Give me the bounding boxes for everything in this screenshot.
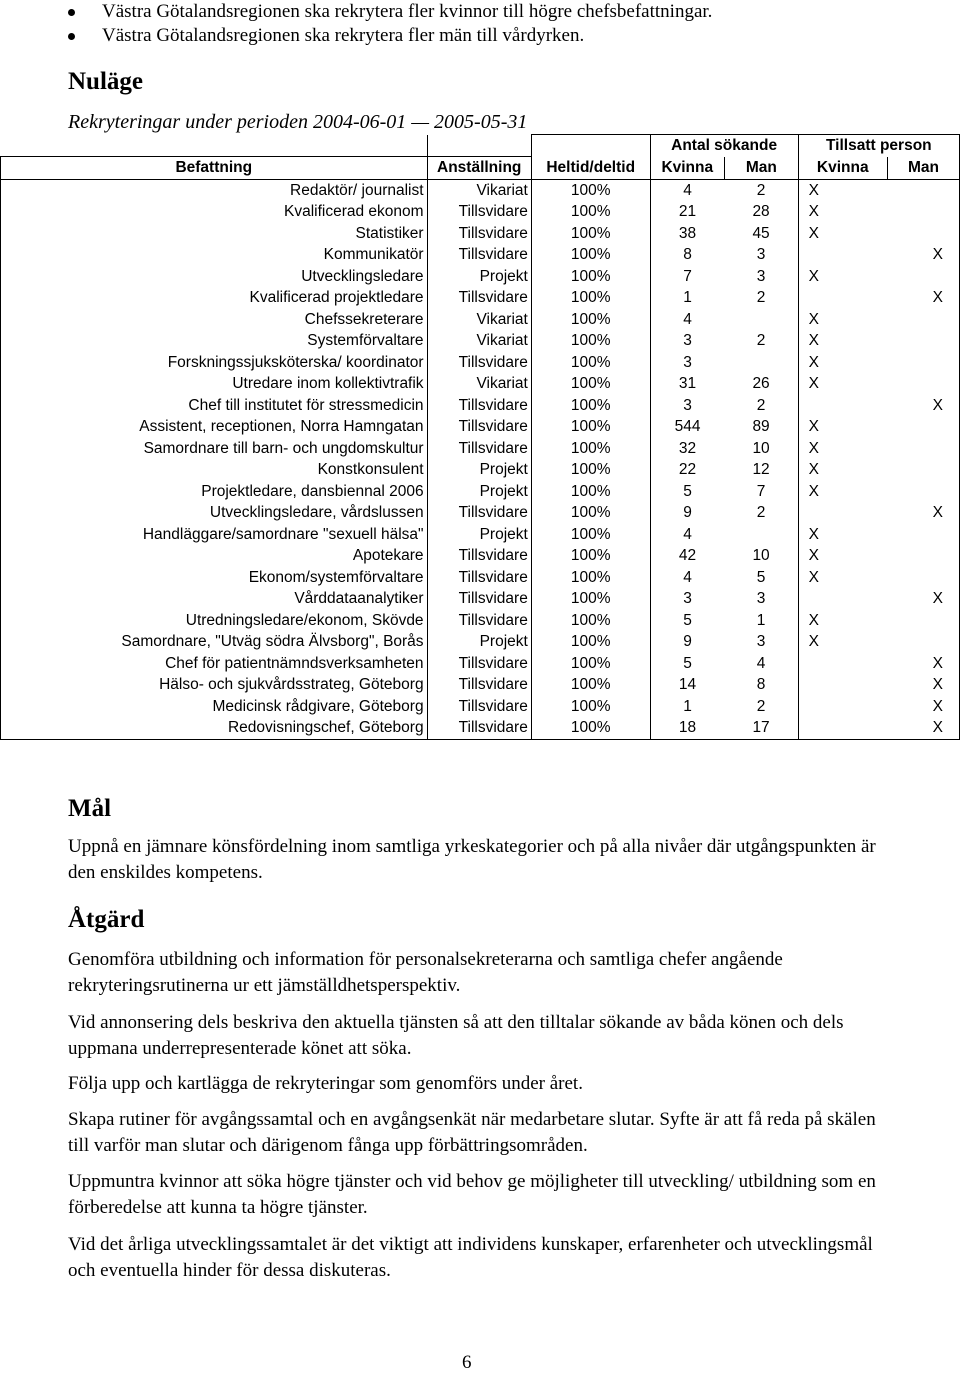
cell-sokande-kvinna: 32 — [678, 439, 697, 457]
cell-tillsatt-man: X — [887, 696, 959, 718]
cell-tillsatt-kvinna: X — [808, 203, 819, 221]
cell-befattning: Vårddataanalytiker — [1, 588, 428, 610]
cell-tillsatt-man — [887, 567, 959, 589]
cell-anstallning: Tillsvidare — [427, 610, 531, 632]
cell-sokande-man: 8 — [724, 674, 798, 696]
cell-sokande-man: 2 — [724, 330, 798, 352]
cell-tillsatt-man: X — [887, 287, 959, 309]
bullet-item: Västra Götalandsregionen ska rekrytera fler kvinnor till högre chefsbefattningar. — [60, 0, 712, 24]
cell-anstallning: Projekt — [427, 631, 531, 653]
cell-heltid-deltid: 100% — [531, 309, 650, 331]
cell-anstallning: Tillsvidare — [427, 674, 531, 696]
cell-befattning: Chef för patientnämndsverksamheten — [1, 653, 428, 675]
table-row — [1, 696, 960, 718]
cell-sokande-man: 1 — [724, 610, 798, 632]
cell-sokande-man: 7 — [724, 481, 798, 503]
cell-sokande-man: 26 — [724, 373, 798, 395]
cell-anstallning: Tillsvidare — [427, 502, 531, 524]
period-subtitle: Rekryteringar under perioden 2004-06-01 — 2005-05-31 — [68, 111, 528, 133]
cell-heltid-deltid: 100% — [531, 717, 650, 739]
cell-sokande-man: 3 — [724, 266, 798, 288]
cell-befattning: Systemförvaltare — [1, 330, 428, 352]
cell-befattning: Kvalificerad ekonom — [1, 201, 428, 223]
cell-tillsatt-kvinna — [798, 502, 887, 524]
cell-tillsatt-man: X — [887, 674, 959, 696]
cell-anstallning: Tillsvidare — [427, 395, 531, 417]
cell-sokande-kvinna: 8 — [683, 246, 692, 264]
atgard-paragraph: Vid annonsering dels beskriva den aktuella tjänsten så att den tilltalar sökande av båda könen och dels uppmana underrepresenterade könet att söka. — [68, 1012, 844, 1059]
cell-tillsatt-man — [887, 309, 959, 331]
cell-tillsatt-man — [887, 179, 959, 201]
cell-tillsatt-kvinna — [798, 395, 887, 417]
cell-heltid-deltid: 100% — [531, 588, 650, 610]
cell-sokande-man — [724, 524, 798, 546]
cell-sokande-kvinna: 3 — [683, 353, 692, 371]
cell-sokande-kvinna: 4 — [683, 181, 692, 199]
cell-sokande-man: 12 — [724, 459, 798, 481]
cell-tillsatt-man — [887, 524, 959, 546]
column-header-sokande-man: Man — [724, 157, 798, 180]
cell-befattning: Handläggare/samordnare "sexuell hälsa" — [1, 524, 428, 546]
cell-befattning: Konstkonsulent — [1, 459, 428, 481]
cell-tillsatt-kvinna: X — [808, 310, 819, 328]
cell-anstallning: Tillsvidare — [427, 223, 531, 245]
group-header-tillsatt-person: Tillsatt person — [798, 135, 959, 157]
cell-befattning: Utvecklingsledare — [1, 266, 428, 288]
cell-anstallning: Vikariat — [427, 309, 531, 331]
cell-tillsatt-man — [887, 481, 959, 503]
cell-sokande-man: 28 — [724, 201, 798, 223]
cell-tillsatt-man — [887, 266, 959, 288]
cell-anstallning: Vikariat — [427, 373, 531, 395]
cell-anstallning: Tillsvidare — [427, 567, 531, 589]
table-row — [1, 653, 960, 675]
cell-tillsatt-man — [887, 223, 959, 245]
empty-header-cell — [531, 135, 650, 157]
cell-sokande-kvinna: 42 — [678, 547, 697, 565]
cell-sokande-kvinna: 1 — [683, 289, 692, 307]
cell-befattning: Kvalificerad projektledare — [1, 287, 428, 309]
cell-sokande-kvinna: 4 — [683, 310, 692, 328]
cell-tillsatt-kvinna: X — [808, 375, 819, 393]
table-row — [1, 287, 960, 309]
cell-tillsatt-man — [887, 438, 959, 460]
cell-tillsatt-man: X — [887, 502, 959, 524]
cell-sokande-kvinna: 5 — [683, 482, 692, 500]
cell-befattning: Utredningsledare/ekonom, Skövde — [1, 610, 428, 632]
cell-heltid-deltid: 100% — [531, 631, 650, 653]
empty-header-cell — [1, 135, 428, 157]
cell-tillsatt-kvinna — [798, 674, 887, 696]
cell-heltid-deltid: 100% — [531, 223, 650, 245]
cell-anstallning: Vikariat — [427, 330, 531, 352]
cell-tillsatt-kvinna — [798, 244, 887, 266]
cell-sokande-kvinna: 4 — [683, 525, 692, 543]
cell-sokande-man: 3 — [724, 588, 798, 610]
cell-tillsatt-kvinna — [798, 717, 887, 739]
table-row — [1, 416, 960, 438]
cell-befattning: Samordnare till barn- och ungdomskultur — [1, 438, 428, 460]
cell-anstallning: Projekt — [427, 481, 531, 503]
cell-sokande-kvinna: 5 — [683, 654, 692, 672]
cell-anstallning: Tillsvidare — [427, 545, 531, 567]
cell-befattning: Chefssekreterare — [1, 309, 428, 331]
cell-heltid-deltid: 100% — [531, 416, 650, 438]
column-header-tillsatt-kvinna: Kvinna — [798, 157, 887, 180]
atgard-paragraph: Vid det årliga utvecklingssamtalet är det viktigt att individens kunskaper, erfarenheter och utvecklingsmål och eventuella hinder för dessa diskuteras. — [68, 1234, 873, 1281]
cell-befattning: Chef till institutet för stressmedicin — [1, 395, 428, 417]
cell-tillsatt-kvinna: X — [808, 181, 819, 199]
cell-sokande-kvinna: 1 — [683, 697, 692, 715]
cell-tillsatt-man — [887, 373, 959, 395]
cell-heltid-deltid: 100% — [531, 524, 650, 546]
cell-tillsatt-kvinna — [798, 696, 887, 718]
cell-heltid-deltid: 100% — [531, 481, 650, 503]
cell-sokande-kvinna: 22 — [678, 461, 697, 479]
cell-befattning: Redaktör/ journalist — [1, 179, 428, 201]
column-header-befattning: Befattning — [1, 157, 428, 180]
cell-tillsatt-kvinna: X — [808, 633, 819, 651]
cell-tillsatt-man: X — [887, 588, 959, 610]
cell-tillsatt-man — [887, 330, 959, 352]
cell-befattning: Redovisningschef, Göteborg — [1, 717, 428, 739]
table-row — [1, 717, 960, 739]
cell-heltid-deltid: 100% — [531, 287, 650, 309]
cell-anstallning: Projekt — [427, 459, 531, 481]
cell-befattning: Forskningssjuksköterska/ koordinator — [1, 352, 428, 374]
cell-sokande-kvinna: 3 — [683, 396, 692, 414]
atgard-paragraph: Genomföra utbildning och information för personalsekreterarna och samtliga chefer angående rekryteringsrutinerna ur ett jämställdhetsperspektiv. — [68, 949, 783, 996]
cell-tillsatt-man: X — [887, 395, 959, 417]
cell-sokande-man: 2 — [724, 696, 798, 718]
cell-sokande-man: 5 — [724, 567, 798, 589]
table-row — [1, 545, 960, 567]
atgard-paragraph: Skapa rutiner för avgångssamtal och en avgångsenkät när medarbetare slutar. Syfte är att få reda på skälen till varför man slutar och därigenom fånga upp förbättringsområden. — [68, 1109, 876, 1156]
cell-sokande-kvinna: 31 — [678, 375, 697, 393]
cell-tillsatt-man — [887, 352, 959, 374]
cell-sokande-man — [724, 309, 798, 331]
cell-tillsatt-kvinna: X — [808, 439, 819, 457]
cell-sokande-kvinna: 3 — [683, 590, 692, 608]
cell-befattning: Kommunikatör — [1, 244, 428, 266]
cell-sokande-kvinna: 38 — [678, 224, 697, 242]
mal-heading: Mål — [68, 795, 112, 822]
cell-tillsatt-kvinna — [798, 588, 887, 610]
cell-anstallning: Projekt — [427, 524, 531, 546]
cell-sokande-man: 17 — [724, 717, 798, 739]
cell-sokande-man — [724, 352, 798, 374]
cell-befattning: Ekonom/systemförvaltare — [1, 567, 428, 589]
table-row — [1, 352, 960, 374]
cell-tillsatt-kvinna: X — [808, 611, 819, 629]
cell-tillsatt-man: X — [887, 653, 959, 675]
cell-befattning: Statistiker — [1, 223, 428, 245]
cell-sokande-kvinna: 3 — [683, 332, 692, 350]
table-row — [1, 179, 960, 201]
table-row — [1, 330, 960, 352]
cell-befattning: Apotekare — [1, 545, 428, 567]
cell-sokande-man: 10 — [724, 545, 798, 567]
cell-heltid-deltid: 100% — [531, 502, 650, 524]
cell-anstallning: Tillsvidare — [427, 416, 531, 438]
cell-heltid-deltid: 100% — [531, 179, 650, 201]
page-number: 6 — [462, 1352, 472, 1373]
table-body — [1, 179, 960, 739]
cell-heltid-deltid: 100% — [531, 244, 650, 266]
cell-anstallning: Projekt — [427, 266, 531, 288]
cell-tillsatt-man — [887, 201, 959, 223]
cell-sokande-kvinna: 9 — [683, 633, 692, 651]
cell-sokande-kvinna: 7 — [683, 267, 692, 285]
cell-heltid-deltid: 100% — [531, 438, 650, 460]
cell-befattning: Utvecklingsledare, vårdslussen — [1, 502, 428, 524]
cell-tillsatt-kvinna: X — [808, 224, 819, 242]
table-row — [1, 459, 960, 481]
cell-tillsatt-man: X — [887, 244, 959, 266]
cell-heltid-deltid: 100% — [531, 201, 650, 223]
cell-heltid-deltid: 100% — [531, 395, 650, 417]
cell-heltid-deltid: 100% — [531, 373, 650, 395]
table-row — [1, 395, 960, 417]
cell-sokande-kvinna: 544 — [674, 418, 701, 436]
cell-befattning: Projektledare, dansbiennal 2006 — [1, 481, 428, 503]
cell-anstallning: Vikariat — [427, 179, 531, 201]
cell-tillsatt-kvinna — [798, 653, 887, 675]
nulage-heading: Nuläge — [68, 68, 143, 95]
cell-sokande-man: 2 — [724, 179, 798, 201]
cell-tillsatt-man — [887, 416, 959, 438]
table-row — [1, 481, 960, 503]
cell-tillsatt-kvinna: X — [808, 568, 819, 586]
cell-heltid-deltid: 100% — [531, 352, 650, 374]
cell-anstallning: Tillsvidare — [427, 438, 531, 460]
table-row — [1, 438, 960, 460]
cell-anstallning: Tillsvidare — [427, 287, 531, 309]
mal-text: Uppnå en jämnare könsfördelning inom samtliga yrkeskategorier och på alla nivåer där utgångspunkten är den enskildes kompetens. — [68, 836, 876, 883]
cell-tillsatt-man — [887, 610, 959, 632]
group-header-antal-sokande: Antal sökande — [650, 135, 798, 157]
cell-sokande-man: 3 — [724, 631, 798, 653]
cell-tillsatt-kvinna: X — [808, 482, 819, 500]
empty-header-cell — [427, 135, 531, 157]
cell-befattning: Medicinsk rådgivare, Göteborg — [1, 696, 428, 718]
cell-tillsatt-man — [887, 459, 959, 481]
cell-anstallning: Tillsvidare — [427, 696, 531, 718]
cell-sokande-kvinna: 21 — [678, 203, 697, 221]
cell-heltid-deltid: 100% — [531, 696, 650, 718]
table-row — [1, 244, 960, 266]
cell-anstallning: Tillsvidare — [427, 717, 531, 739]
cell-tillsatt-man: X — [887, 717, 959, 739]
column-header-heltid-deltid: Heltid/deltid — [531, 157, 650, 180]
table-row — [1, 674, 960, 696]
cell-sokande-man: 2 — [724, 287, 798, 309]
cell-tillsatt-man — [887, 545, 959, 567]
cell-tillsatt-kvinna — [798, 287, 887, 309]
table-row — [1, 309, 960, 331]
cell-sokande-man: 89 — [724, 416, 798, 438]
cell-tillsatt-man — [887, 631, 959, 653]
column-header-tillsatt-man: Man — [887, 157, 959, 180]
cell-sokande-man: 45 — [724, 223, 798, 245]
cell-tillsatt-kvinna: X — [808, 332, 819, 350]
recruitment-table — [0, 134, 960, 740]
cell-sokande-man: 2 — [724, 502, 798, 524]
cell-sokande-kvinna: 4 — [683, 568, 692, 586]
table-row — [1, 567, 960, 589]
cell-tillsatt-kvinna: X — [808, 461, 819, 479]
bullet-item: Västra Götalandsregionen ska rekrytera fler män till vårdyrken. — [60, 24, 712, 48]
cell-tillsatt-kvinna: X — [808, 353, 819, 371]
cell-sokande-kvinna: 18 — [650, 717, 724, 739]
table-row — [1, 610, 960, 632]
cell-sokande-man: 4 — [724, 653, 798, 675]
table-row — [1, 502, 960, 524]
table-row — [1, 373, 960, 395]
cell-anstallning: Tillsvidare — [427, 244, 531, 266]
cell-anstallning: Tillsvidare — [427, 201, 531, 223]
table-row — [1, 524, 960, 546]
cell-befattning: Samordnare, "Utväg södra Älvsborg", Borås — [1, 631, 428, 653]
cell-tillsatt-kvinna: X — [808, 547, 819, 565]
cell-heltid-deltid: 100% — [531, 545, 650, 567]
cell-sokande-kvinna: 5 — [683, 611, 692, 629]
cell-tillsatt-kvinna: X — [808, 525, 819, 543]
table-row — [1, 631, 960, 653]
cell-anstallning: Tillsvidare — [427, 653, 531, 675]
cell-sokande-kvinna: 9 — [683, 504, 692, 522]
column-header-row — [1, 157, 960, 180]
atgard-heading: Åtgärd — [68, 906, 145, 933]
cell-befattning: Assistent, receptionen, Norra Hamngatan — [1, 416, 428, 438]
cell-heltid-deltid: 100% — [531, 330, 650, 352]
cell-heltid-deltid: 100% — [531, 610, 650, 632]
cell-heltid-deltid: 100% — [531, 459, 650, 481]
cell-befattning: Hälso- och sjukvårdsstrateg, Göteborg — [1, 674, 428, 696]
cell-sokande-man: 3 — [724, 244, 798, 266]
atgard-paragraph: Följa upp och kartlägga de rekryteringar som genomförs under året. — [68, 1073, 583, 1094]
cell-sokande-kvinna: 14 — [678, 676, 697, 694]
column-header-anstallning: Anställning — [427, 157, 531, 180]
cell-tillsatt-kvinna: X — [808, 418, 819, 436]
table-row — [1, 223, 960, 245]
table-row — [1, 266, 960, 288]
cell-tillsatt-kvinna: X — [808, 267, 819, 285]
cell-heltid-deltid: 100% — [531, 567, 650, 589]
cell-anstallning: Tillsvidare — [427, 352, 531, 374]
atgard-paragraph: Uppmuntra kvinnor att söka högre tjänster och vid behov ge möjligheter till utveckling/ utbildning som en förberedelse att kunna ta högre tjänster. — [68, 1171, 876, 1218]
cell-heltid-deltid: 100% — [531, 674, 650, 696]
column-header-sokande-kvinna: Kvinna — [650, 157, 724, 180]
cell-heltid-deltid: 100% — [531, 266, 650, 288]
cell-sokande-man: 2 — [724, 395, 798, 417]
table-row — [1, 588, 960, 610]
cell-heltid-deltid: 100% — [531, 653, 650, 675]
cell-befattning: Utredare inom kollektivtrafik — [1, 373, 428, 395]
cell-anstallning: Tillsvidare — [427, 588, 531, 610]
cell-sokande-man: 10 — [724, 438, 798, 460]
table-row — [1, 201, 960, 223]
goal-bullet-list — [60, 0, 712, 48]
